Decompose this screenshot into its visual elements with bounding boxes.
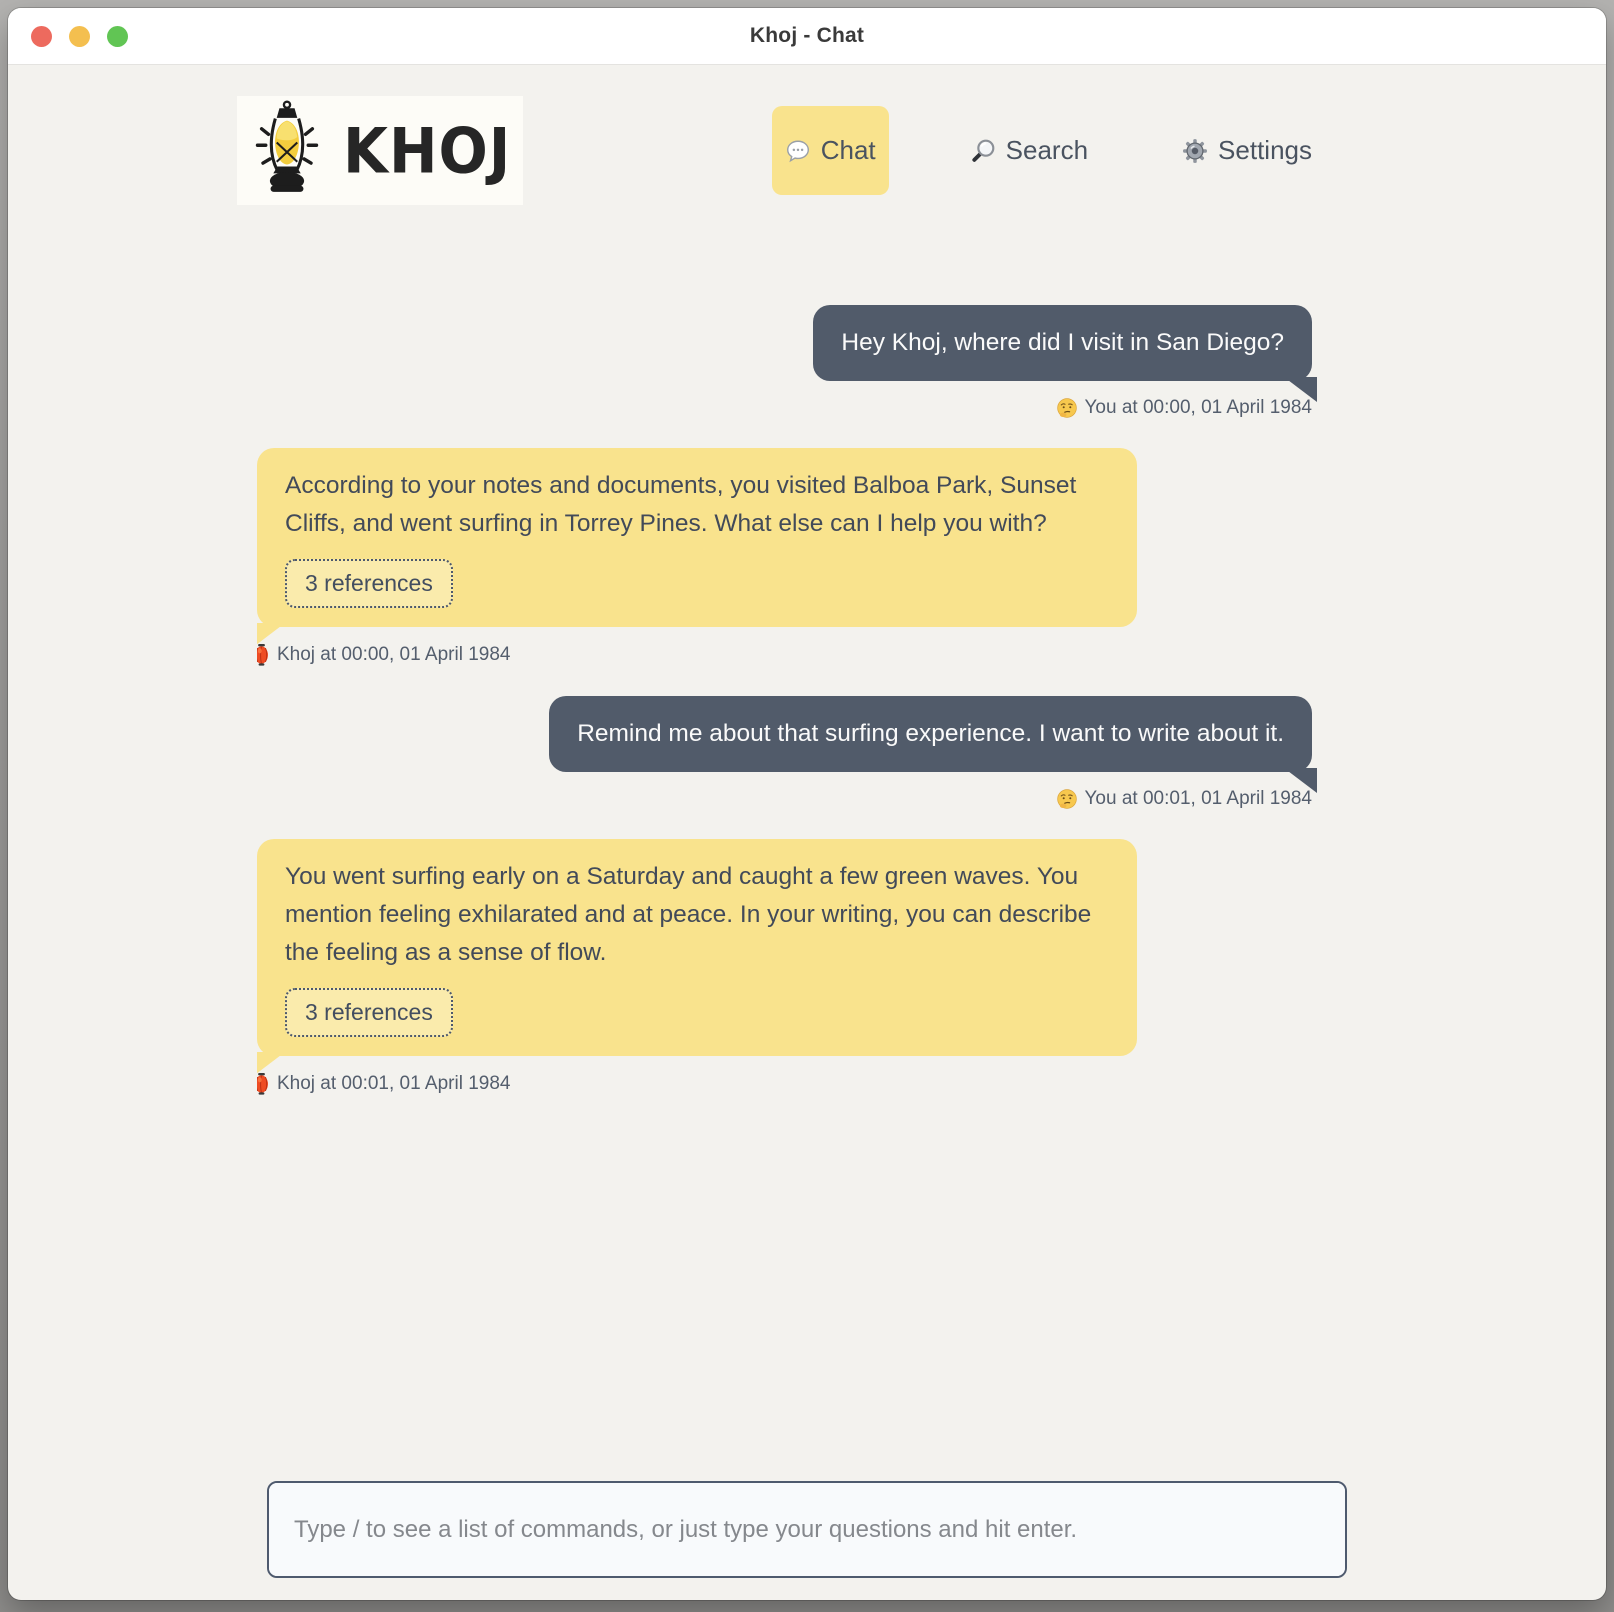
message-text: Remind me about that surfing experience. I want to write about it.: [577, 719, 1284, 747]
nav-tab-search[interactable]: [957, 106, 1101, 195]
message-timestamp: Khoj at 00:00, 01 April 1984: [277, 643, 511, 665]
message-meta: [257, 1072, 510, 1096]
window-title: Khoj - Chat: [749, 24, 865, 47]
chat-message-khoj: [257, 839, 1357, 1096]
user-bubble: [813, 305, 1312, 381]
nav-label-chat: Chat: [820, 135, 876, 165]
speech-balloon-icon: [785, 138, 811, 164]
thinking-face-icon: [1056, 788, 1078, 810]
khoj-bubble: [257, 839, 1137, 1056]
chat-input-area: [267, 1481, 1347, 1583]
nav-label-settings: Settings: [1218, 135, 1312, 165]
message-meta: [257, 643, 510, 667]
message-text: Hey Khoj, where did I visit in San Diego?: [841, 329, 1284, 356]
nav-tab-settings[interactable]: [1169, 106, 1325, 195]
lantern-logo-icon: [243, 100, 331, 201]
message-text: According to your notes and documents, you visited Balboa Park, Sunset Cliffs, and went surfing in Torrey Pines. What else can I help you with?: [285, 472, 1077, 538]
message-timestamp: You at 00:01, 01 April 1984: [1084, 787, 1312, 809]
user-bubble: [549, 696, 1312, 772]
main-nav: [772, 106, 1325, 195]
message-meta: [1056, 397, 1313, 419]
traffic-lights: [8, 26, 128, 47]
gear-icon: [1182, 138, 1208, 164]
magnifier-icon: [970, 138, 996, 164]
chat-message-khoj: [257, 448, 1357, 666]
thinking-face-icon: [1056, 397, 1078, 419]
message-text: You went surfing early on a Saturday and caught a few green waves. You mention feeling exhilarated and at peace. In your writing, you can describe the feeling as a sense of flow.: [285, 862, 1092, 967]
chat-message-user: [257, 696, 1357, 810]
chat-message-user: [257, 305, 1357, 419]
minimize-button[interactable]: [69, 26, 90, 47]
message-meta: [1056, 788, 1313, 810]
khoj-logo: [237, 96, 523, 205]
chat-history: [257, 305, 1357, 1481]
nav-tab-chat[interactable]: [772, 106, 889, 195]
brand-name: KHOJ: [343, 113, 512, 188]
nav-label-search: Search: [1005, 135, 1089, 165]
message-timestamp: Khoj at 00:01, 01 April 1984: [277, 1072, 511, 1094]
references-button[interactable]: 3 references: [285, 988, 453, 1037]
zoom-button[interactable]: [107, 26, 128, 47]
header: [237, 96, 1377, 205]
app-window: [8, 8, 1606, 1600]
titlebar: [8, 8, 1606, 65]
app-content: [8, 65, 1606, 1600]
message-timestamp: You at 00:00, 01 April 1984: [1084, 397, 1312, 419]
references-button[interactable]: 3 references: [285, 559, 453, 608]
khoj-bubble: [257, 448, 1137, 626]
chat-input[interactable]: [267, 1481, 1347, 1578]
close-button[interactable]: [31, 26, 52, 47]
